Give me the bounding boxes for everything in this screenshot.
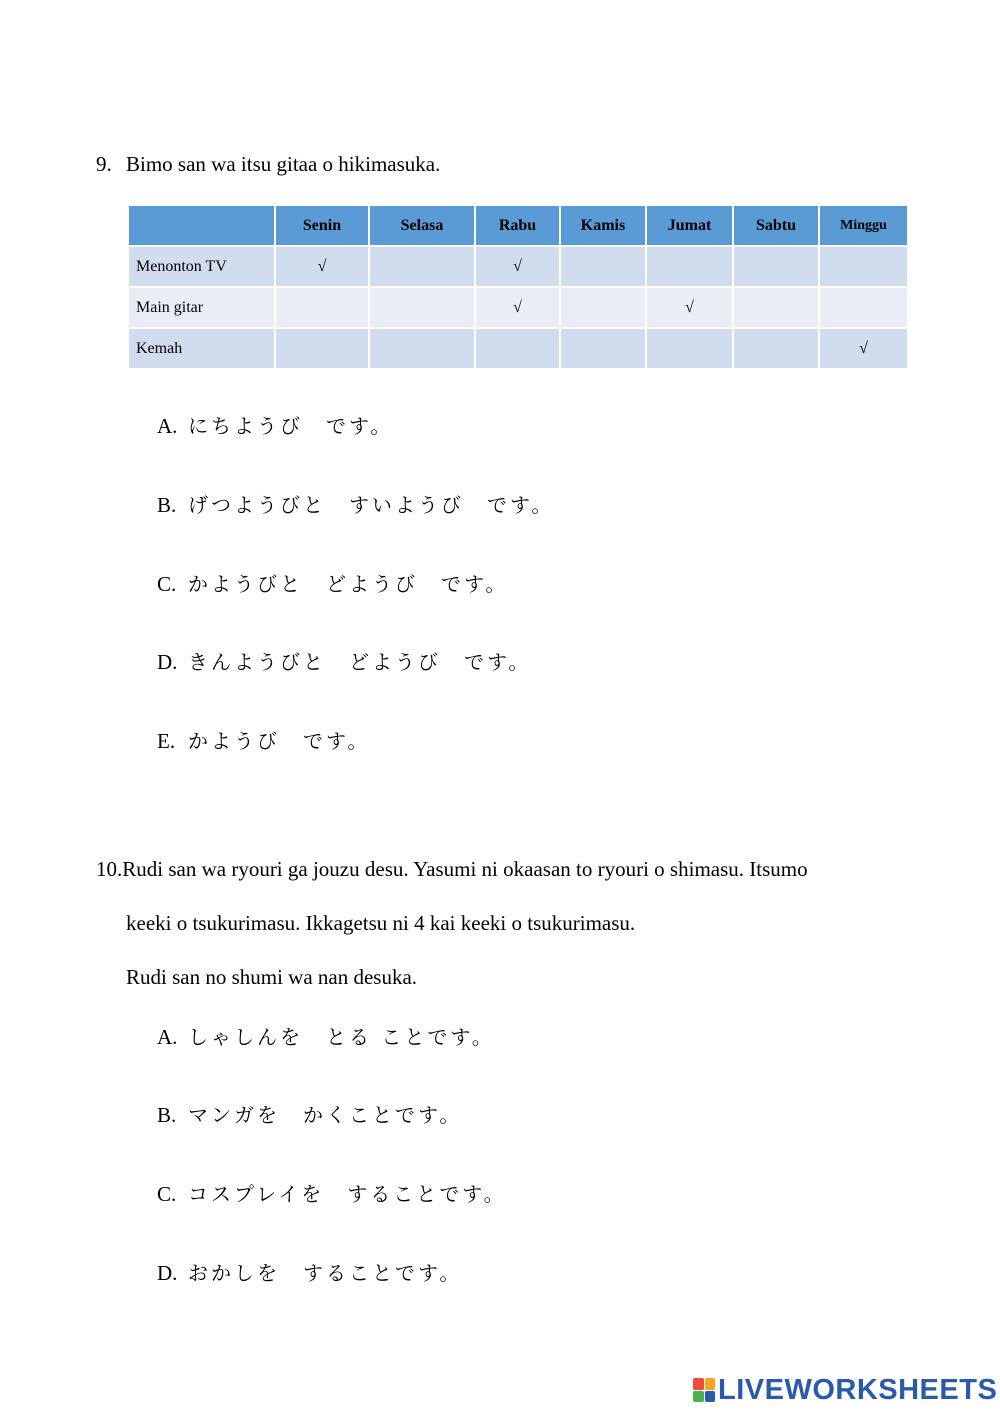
table-row bbox=[128, 287, 908, 328]
table-cell bbox=[560, 287, 646, 328]
question-10 bbox=[96, 859, 808, 880]
answer-option-a[interactable] bbox=[157, 1027, 495, 1048]
table-cell: √ bbox=[475, 246, 560, 287]
table-cell: √ bbox=[475, 287, 560, 328]
answer-option-b[interactable] bbox=[157, 495, 554, 516]
table-cell bbox=[275, 328, 369, 369]
question-number: 9. bbox=[96, 152, 112, 176]
option-letter: B. bbox=[157, 1103, 177, 1127]
header-cell: Minggu bbox=[819, 205, 908, 246]
answer-option-e[interactable] bbox=[157, 731, 370, 752]
option-letter: A. bbox=[157, 1025, 178, 1049]
answer-option-b[interactable] bbox=[157, 1105, 462, 1126]
table-cell bbox=[369, 328, 475, 369]
liveworksheets-logo[interactable] bbox=[693, 1374, 997, 1406]
option-letter: E. bbox=[157, 729, 176, 753]
question-text-line: keeki o tsukurimasu. Ikkagetsu ni 4 kai keeki o tsukurimasu. bbox=[126, 911, 636, 935]
table-cell bbox=[560, 328, 646, 369]
table-cell bbox=[733, 246, 819, 287]
question-text: Bimo san wa itsu gitaa o hikimasuka. bbox=[126, 152, 441, 176]
header-cell: Senin bbox=[275, 205, 369, 246]
table-cell bbox=[275, 287, 369, 328]
logo-text: LIVEWORKSHEETS bbox=[718, 1373, 998, 1406]
row-label: Menonton TV bbox=[128, 246, 275, 287]
table-cell bbox=[646, 246, 733, 287]
table-row bbox=[128, 246, 908, 287]
table-cell bbox=[819, 246, 908, 287]
answer-option-a[interactable] bbox=[157, 416, 393, 437]
schedule-table bbox=[127, 204, 909, 370]
logo-icon bbox=[693, 1378, 715, 1402]
option-letter: C. bbox=[157, 1182, 177, 1206]
option-text: コスプレイを することです。 bbox=[188, 1182, 507, 1206]
header-cell: Rabu bbox=[475, 205, 560, 246]
table-cell bbox=[733, 287, 819, 328]
table-cell: √ bbox=[275, 246, 369, 287]
option-letter: B. bbox=[157, 493, 177, 517]
table-cell bbox=[369, 287, 475, 328]
question-prompt: Rudi san no shumi wa nan desuka. bbox=[126, 965, 418, 989]
option-text: マンガを かくことです。 bbox=[188, 1103, 463, 1127]
option-text: げつようびと すいようび です。 bbox=[188, 493, 555, 517]
answer-option-c[interactable] bbox=[157, 574, 508, 595]
header-cell: Selasa bbox=[369, 205, 475, 246]
header-cell: Sabtu bbox=[733, 205, 819, 246]
option-text: にちようび です。 bbox=[188, 414, 394, 438]
table-cell bbox=[819, 287, 908, 328]
header-cell: Jumat bbox=[646, 205, 733, 246]
table-cell bbox=[646, 328, 733, 369]
question-9 bbox=[96, 154, 440, 175]
row-label: Kemah bbox=[128, 328, 275, 369]
option-letter: A. bbox=[157, 414, 178, 438]
option-text: かようびと どようび です。 bbox=[188, 572, 509, 596]
option-text: かようび です。 bbox=[188, 729, 371, 753]
question-number: 10. bbox=[96, 857, 123, 881]
question-text: Rudi san wa ryouri ga jouzu desu. Yasumi ni okaasan to ryouri o shimasu. Itsumo bbox=[122, 857, 808, 881]
answer-option-d[interactable] bbox=[157, 652, 531, 673]
option-text: しゃしんを とる ことです。 bbox=[188, 1025, 495, 1049]
row-label: Main gitar bbox=[128, 287, 275, 328]
option-letter: D. bbox=[157, 650, 178, 674]
header-cell: Kamis bbox=[560, 205, 646, 246]
table-cell bbox=[733, 328, 819, 369]
table-cell: √ bbox=[646, 287, 733, 328]
table-cell bbox=[475, 328, 560, 369]
table-cell bbox=[560, 246, 646, 287]
table-row bbox=[128, 328, 908, 369]
header-cell bbox=[128, 205, 275, 246]
table-cell bbox=[369, 246, 475, 287]
table-cell: √ bbox=[819, 328, 908, 369]
option-text: きんようびと どようび です。 bbox=[188, 650, 532, 674]
option-letter: D. bbox=[157, 1261, 178, 1285]
option-letter: C. bbox=[157, 572, 177, 596]
table-header-row bbox=[128, 205, 908, 246]
option-text: おかしを することです。 bbox=[188, 1261, 463, 1285]
answer-option-d[interactable] bbox=[157, 1263, 462, 1284]
answer-option-c[interactable] bbox=[157, 1184, 507, 1205]
